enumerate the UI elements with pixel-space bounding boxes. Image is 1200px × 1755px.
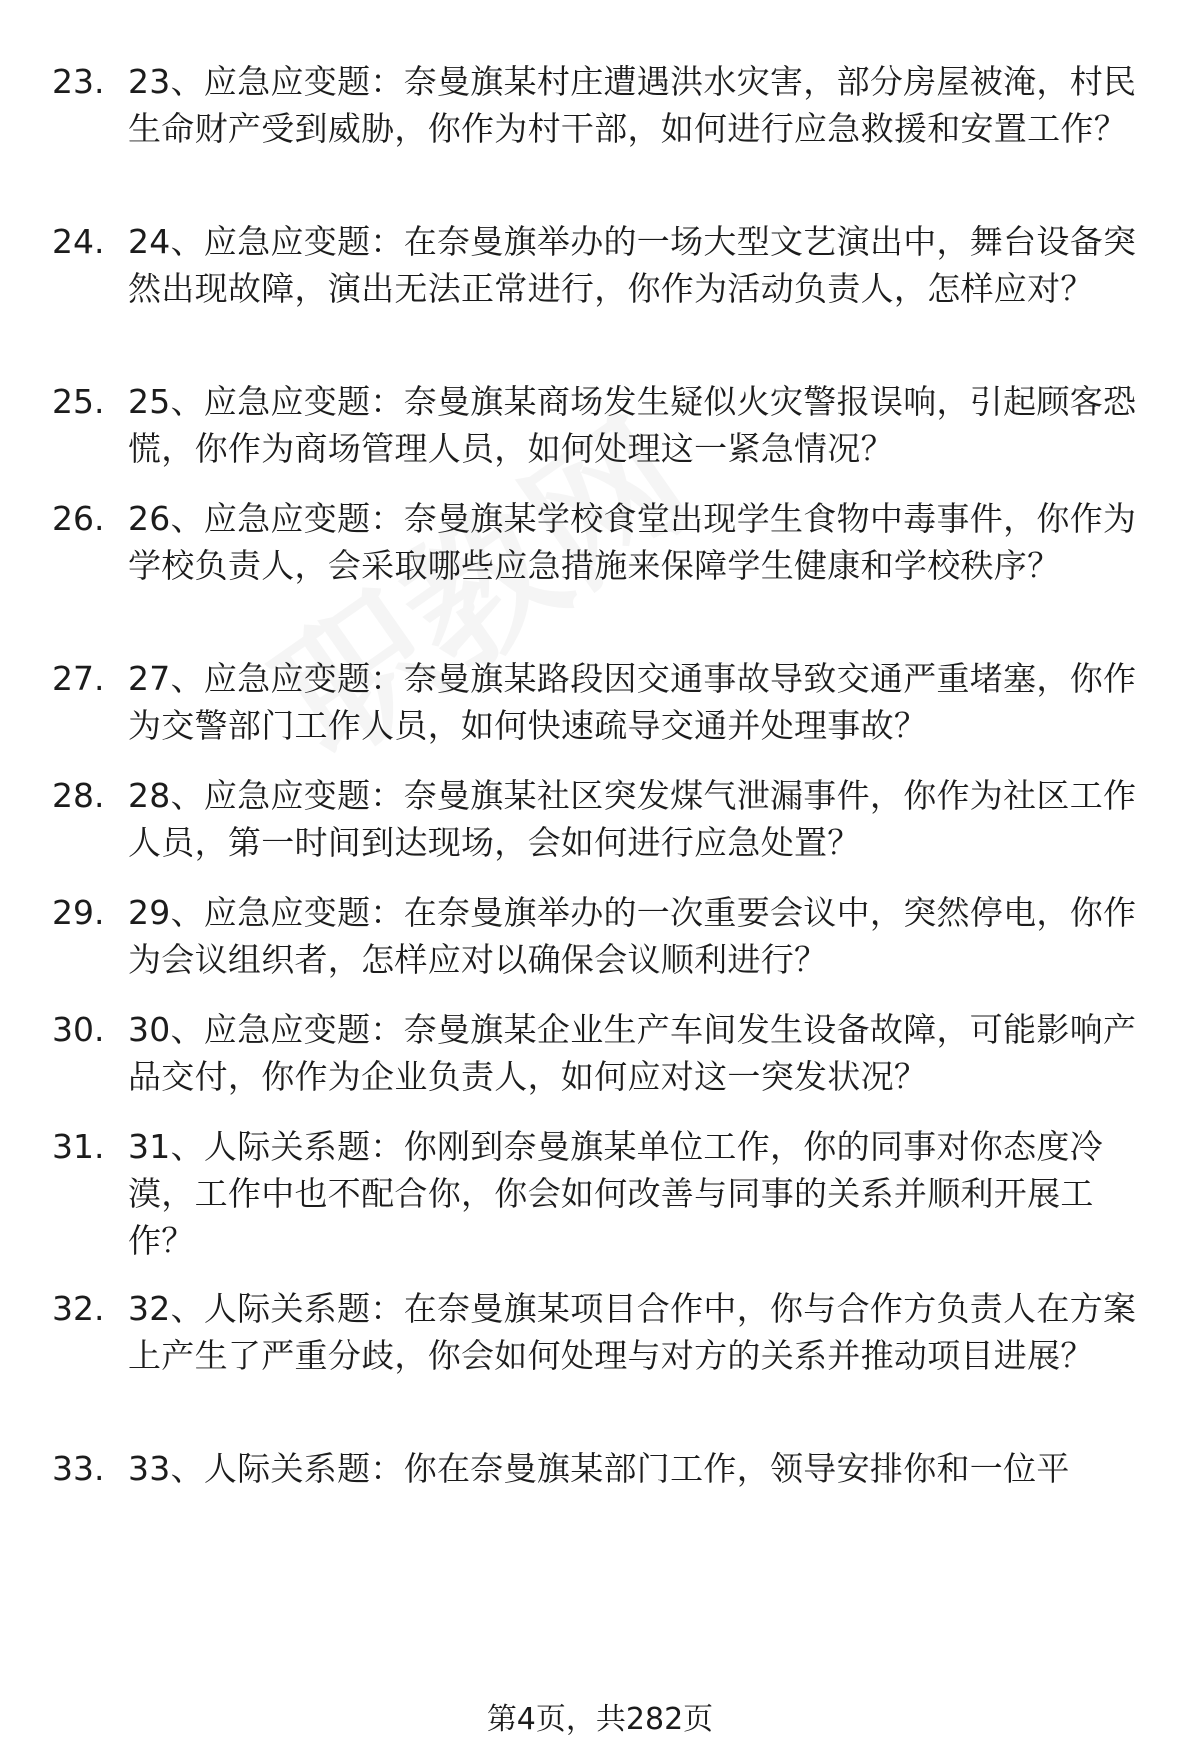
question-text: 33、人际关系题：你在奈曼旗某部门工作，领导安排你和一位平: [128, 1449, 1070, 1488]
question-text: 31、人际关系题：你刚到奈曼旗某单位工作，你的同事对你态度冷漠，工作中也不配合你，你会如何改善与同事的关系并顺利开展工作？: [128, 1127, 1103, 1260]
question-text: 23、应急应变题：奈曼旗某村庄遭遇洪水灾害，部分房屋被淹，村民生命财产受到威胁，你作为村干部，如何进行应急救援和安置工作？: [128, 62, 1137, 148]
question-text: 32、人际关系题：在奈曼旗某项目合作中，你与合作方负责人在方案上产生了严重分歧，你会如何处理与对方的关系并推动项目进展？: [128, 1289, 1137, 1375]
question-number: 30.: [52, 1010, 105, 1049]
page-footer: [0, 1700, 1200, 1740]
question-number: 26.: [52, 499, 105, 538]
question-number: 23.: [52, 62, 105, 101]
page-number-label: 第4页，共282页: [486, 1702, 714, 1737]
question-text: 29、应急应变题：在奈曼旗举办的一次重要会议中，突然停电，你作为会议组织者，怎样应对以确保会议顺利进行？: [128, 893, 1137, 979]
question-number: 24.: [52, 222, 105, 261]
question-text: 28、应急应变题：奈曼旗某社区突发煤气泄漏事件，你作为社区工作人员，第一时间到达现场，会如何进行应急处置？: [128, 776, 1137, 862]
question-number: 29.: [52, 893, 105, 932]
question-number: 31.: [52, 1127, 105, 1166]
question-text: 30、应急应变题：奈曼旗某企业生产车间发生设备故障，可能影响产品交付，你作为企业负责人，如何应对这一突发状况？: [128, 1010, 1137, 1096]
question-number: 32.: [52, 1289, 105, 1328]
question-text: 24、应急应变题：在奈曼旗举办的一场大型文艺演出中，舞台设备突然出现故障，演出无法正常进行，你作为活动负责人，怎样应对？: [128, 222, 1137, 308]
question-text: 26、应急应变题：奈曼旗某学校食堂出现学生食物中毒事件，你作为学校负责人，会采取哪些应急措施来保障学生健康和学校秩序？: [128, 499, 1137, 585]
question-number: 28.: [52, 776, 105, 815]
question-number: 27.: [52, 659, 105, 698]
question-text: 25、应急应变题：奈曼旗某商场发生疑似火灾警报误响，引起顾客恐慌，你作为商场管理人员，如何处理这一紧急情况？: [128, 382, 1137, 468]
question-text: 27、应急应变题：奈曼旗某路段因交通事故导致交通严重堵塞，你作为交警部门工作人员，如何快速疏导交通并处理事故？: [128, 659, 1137, 745]
question-number: 33.: [52, 1449, 105, 1488]
question-number: 25.: [52, 382, 105, 421]
